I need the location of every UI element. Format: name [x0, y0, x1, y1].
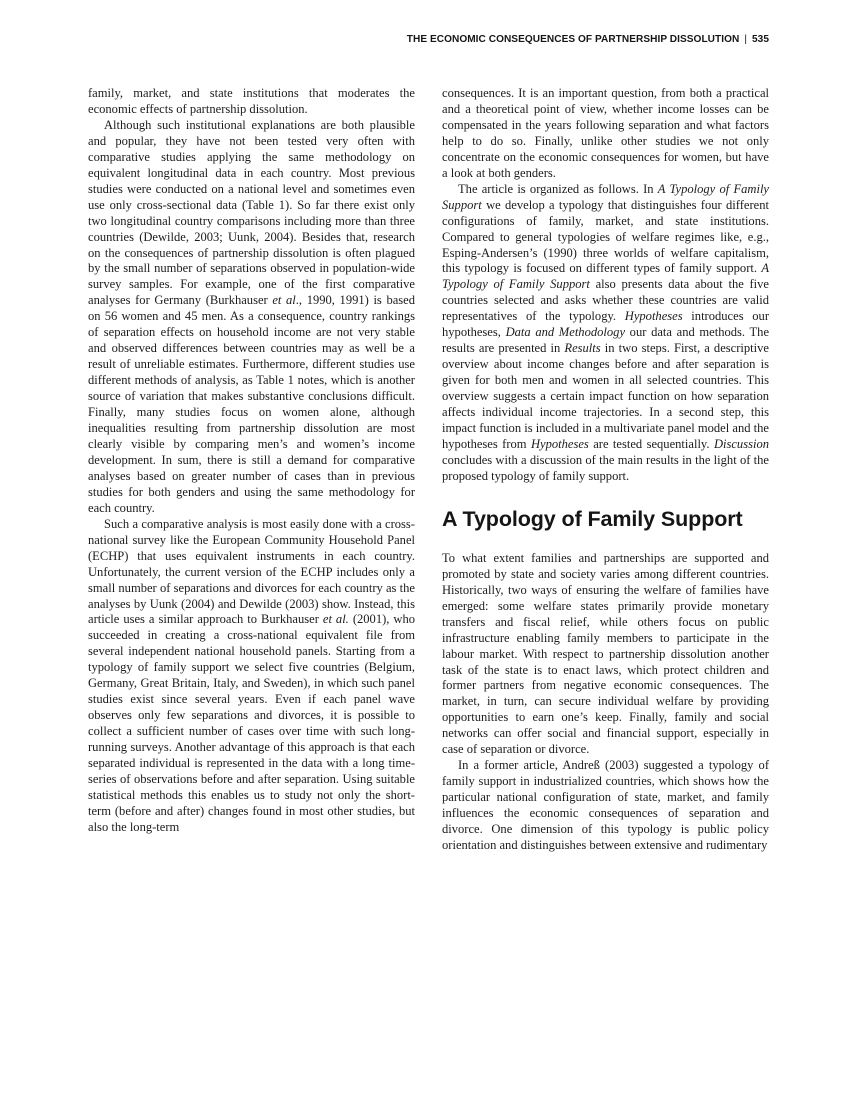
paragraph: [442, 182, 769, 485]
header-separator: |: [744, 34, 747, 45]
section-reference: Results: [564, 341, 601, 356]
paragraph: [88, 86, 415, 118]
paragraph: [442, 86, 769, 182]
running-title: THE ECONOMIC CONSEQUENCES OF PARTNERSHIP DISSOLUTION: [406, 34, 740, 45]
paragraph: [442, 551, 769, 758]
text-run: our data and methods. The results are presented in: [442, 325, 770, 356]
paragraph: [442, 758, 769, 854]
text-run: in two steps. First, a descriptive overview about income changes before and after separation is given for both men and women in all selected countries. This overview suggests a certain impact function on how separation affects individual income trajectories. In a second step, this impact function is included in a multivariate panel model and the hypotheses from: [442, 341, 769, 451]
paragraph: [88, 517, 415, 836]
section-reference: A Typology of Family Support: [442, 261, 769, 292]
paragraph: [88, 118, 415, 517]
running-head: [407, 34, 769, 45]
text-run: The article is organized as follows. In: [458, 181, 658, 196]
text-run: are tested sequentially.: [588, 436, 714, 451]
text-run: also presents data about the five countries selected and asks whether these countries are valid representatives of the typology.: [442, 277, 769, 324]
italic-text: et al.: [322, 612, 349, 627]
section-reference: A Typology of Family Support: [442, 181, 770, 212]
section-reference: Discussion: [713, 436, 770, 451]
page-number: 535: [752, 34, 769, 45]
right-column: [442, 86, 769, 854]
text-run: ., 1990, 1991) is based on 56 women and 45 men. As a consequence, country rankings of separation effects on household income are not very stable and observed differences between countries may as well be a result of unreliable estimates. Furthermore, different studies use different methods of analysis, as Table 1 notes, which is another source of variation that makes substantive conclusions difficult. Finally, many studies focus on women alone, although inequalities resulting from partnership dissolution are most clearly visible by comparing men’s and women’s income development. In sum, there is still a demand for comparative analyses based on greater number of cases than in previous studies for both genders and using the same methodology for each country.: [88, 293, 416, 515]
section-reference: Hypotheses: [624, 309, 683, 324]
text-run: Although such institutional explanations are both plausible and popular, they have not been tested very often with comparative studies applying the same methodology on equivalent longitudinal data in each country. Most previous studies were conducted on a national level and sometimes even use only cross-sectional data (Table 1). So far there exist only two longitudinal country comparisons including more than three countries (Dewilde, 2003; Uunk, 2004). Besides that, research on the consequences of partnership dissolution is often plagued by the small number of separations observed in population-wide survey samples. For example, one of the first comparative analyses for Germany (Burkhauser: [88, 117, 415, 308]
section-reference: Hypotheses: [530, 436, 589, 451]
text-run: we develop a typology that distinguishes four different configurations of family, market, and state institutions. Compared to general typologies of welfare regimes like, e.g., Esping-Andersen’s (1990) three worlds of welfare capitalism, this typology is focused on different types of family support.: [442, 197, 769, 276]
text-run: family, market, and state institutions that moderates the economic effects of partnership dissolution.: [88, 86, 415, 116]
text-run: (2001), who succeeded in creating a cross-national equivalent file from several independent national household panels. Starting from a typology of family support we select five countries (Belgium, Germany, Great Britain, Italy, and Sweden), in which such panel studies exist since several years. Even if each panel wave observes only few separations and divorces, it is possible to collect a sufficient number of cases over time with such long-running surveys. Another advantage of this approach is that each separated individual is represented in the data with a long time-series of observations before and after separation. Using suitable statistical methods this enables us to study not only the short-term (before and after) changes found in most other studies, but also the long-term: [88, 612, 416, 834]
left-column: [88, 86, 415, 836]
text-run: In a former article, Andreß (2003) suggested a typology of family support in industrialized countries, which shows how the particular national configuration of state, market, and family influences the economic consequences of separation and divorce. One dimension of this typology is public policy orientation and distinguishes between extensive and rudimentary: [442, 758, 769, 852]
italic-text: et al: [272, 293, 296, 308]
text-run: Such a comparative analysis is most easily done with a cross-national survey like the European Community Household Panel (ECHP) that uses equivalent instruments in each country. Unfortunately, the current version of the ECHP includes only a small number of separations and divorces for each country as the analyses by Uunk (2004) and Dewilde (2003) show. Instead, this article uses a similar approach to Burkhauser: [88, 516, 415, 627]
text-run: concludes with a discussion of the main results in the light of the proposed typology of family support.: [442, 452, 769, 483]
section-reference: Data and Methodology: [505, 325, 626, 340]
text-run: introduces our hypotheses,: [442, 309, 769, 340]
text-run: To what extent families and partnerships are supported and promoted by state and society varies among different countries. Historically, two ways of ensuring the welfare of families have emerged: some welfare states primarily provide monetary transfers and fiscal relief, while others focus on public infrastructure enabling family members to participate in the labour market. With respect to partnership dissolution another task of the state is to enact laws, which protect children and former partners from negative economic consequences. The market, in turn, can secure individual welfare by providing opportunities to earn one’s keep. Finally, family and social networks can offer social and financial support, especially in case of separation or divorce.: [442, 550, 769, 757]
text-run: consequences. It is an important question, from both a practical and a theoretical point of view, whether income losses can be compensated in the years following separation and what factors help to do so. Finally, unlike other studies we not only concentrate on the economic consequences for women, but have a look at both genders.: [442, 86, 769, 180]
section-heading: A Typology of Family Support: [442, 506, 743, 531]
